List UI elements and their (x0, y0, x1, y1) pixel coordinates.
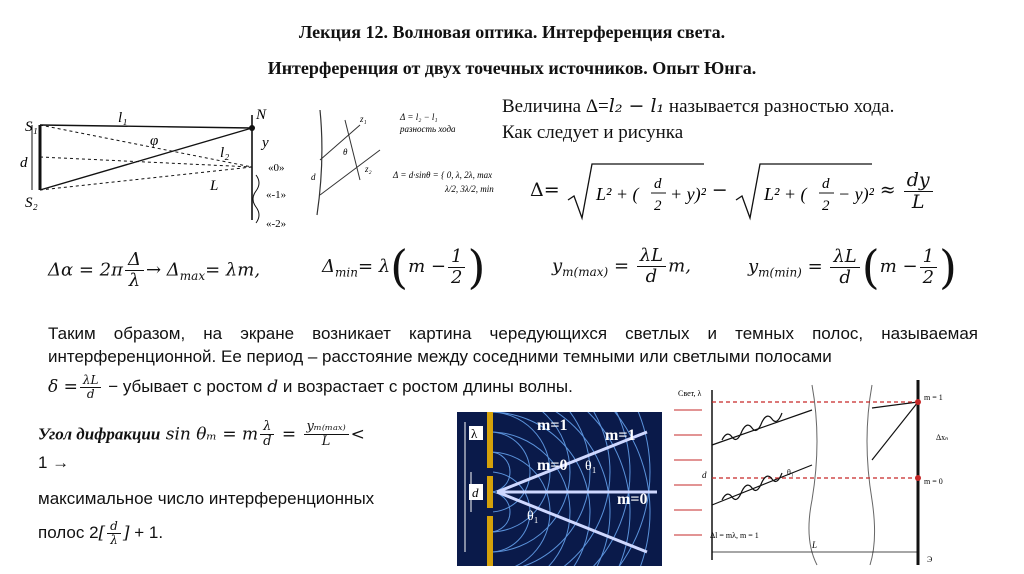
theta1-lower-label: θ₁ (527, 509, 539, 524)
d-sketch-label: d (311, 172, 316, 182)
screen-label: Э (927, 555, 933, 564)
approx-sign: ≈ (879, 179, 896, 201)
l1-label: l₁ (118, 110, 128, 126)
schematic-L-label: L (812, 540, 818, 550)
schematic-dx-label: Δxₙ (936, 433, 949, 442)
ymax-formula: $y_{m(max)}$ = $\frac{\lambda L}{d}$ m, (552, 245, 691, 287)
z1-label: z₁ (360, 114, 367, 124)
sqrt-term-2 (734, 160, 874, 222)
schematic-m1-label: m = 1 (924, 393, 943, 402)
phase-formula: Δα = 2π $\frac{\Delta}{\lambda}$ → $\Delta_{max}= \lambda m$, (48, 249, 261, 291)
slit-d-label: d (472, 485, 479, 500)
svg-text:d: d (821, 176, 830, 192)
diffraction-line4: полос 2[ $\frac{d}{\lambda}$ ] + 1. (38, 518, 164, 547)
order-0-label: «0» (268, 162, 285, 174)
light-label: Свет, λ (678, 389, 702, 398)
ymin-formula: $y_{m(min)}$ = $\frac{\lambda L}{d}$ (m − $\frac{1}{2}$ ) (748, 240, 957, 294)
young-diagram (20, 95, 310, 240)
page-subtitle: Интерференция от двух точечных источников. Опыт Юнга. (267, 58, 757, 78)
order-minus2-label: «-2» (266, 218, 287, 230)
order-minus1-label: «-1» (266, 189, 287, 201)
theta1-upper-label: θ₁ (585, 459, 597, 474)
page-title: Лекция 12. Волновая оптика. Интерференция света. (298, 22, 726, 42)
note-line2: разность хода (400, 124, 456, 134)
schematic-d-label: d (702, 470, 707, 480)
lambda-label: λ (471, 426, 478, 441)
y-label: y (262, 135, 269, 151)
cond-line1: Δ = d·sinθ = { 0, λ, 2λ, max (393, 170, 493, 180)
svg-text:d: d (653, 176, 662, 192)
diffraction-label: Угол дифракции (38, 424, 161, 444)
svg-text:2: 2 (821, 198, 830, 214)
schematic-m0-label: m = 0 (924, 477, 943, 486)
phi-label: φ (150, 133, 159, 149)
wave-interference-picture (457, 412, 662, 566)
diffraction-line2: 1 → (38, 452, 70, 472)
schematic-theta-label: θ₁ (787, 468, 794, 477)
path-difference-sketch (305, 100, 510, 225)
min-condition-formula: $\Delta_{min}= \lambda(m$ − $\frac{1}{2}$ ) (322, 240, 486, 294)
intro-prefix: Величина Δ= (502, 96, 609, 117)
svg-text:L² + (: L² + ( (763, 184, 807, 204)
l2-label: l₂ (220, 145, 230, 161)
path-difference-formula: Δ= L² + ( d 2 + y)² − L² + ( d 2 − y)² ≈ $\frac{dy}{L}$ (530, 160, 935, 222)
intro-line2: Как следует и рисунка (502, 122, 684, 143)
theta-label: θ (343, 147, 348, 157)
m1-right-label: m=1 (605, 427, 636, 444)
s1-label: S₁ (25, 119, 38, 135)
svg-text:2: 2 (653, 198, 662, 214)
schematic-dl-label: Δl = mλ, m = 1 (710, 531, 759, 540)
double-slit-schematic (672, 380, 972, 568)
sqrt-term-1 (566, 160, 706, 222)
d-label: d (20, 155, 28, 171)
m1-left-label: m=1 (537, 417, 568, 434)
L-label: L (210, 178, 219, 194)
intro-block (502, 93, 894, 146)
delta-lhs: Δ= (530, 179, 560, 201)
intro-formula: l₂ − l₁ (608, 95, 665, 117)
diffraction-line3: максимальное число интерференционных (38, 488, 375, 508)
svg-text:L² + (: L² + ( (595, 184, 639, 204)
explanation-paragraph: Таким образом, на экране возникает картина чередующихся светлых и темных полос, называемая интерференционной. Ее период – расстояние между соседними темными или светлыми полосами (48, 324, 978, 366)
z2-label: z₂ (365, 164, 372, 174)
s2-label: S₂ (25, 195, 38, 211)
cond-line2: λ/2, 3λ/2, min (445, 184, 494, 194)
diffraction-block: Угол дифракции sin θₘ = m $\frac{\lambda}{d}$ = $\frac{\text{yₘ₍ₘₐₓ₎}}{L}$ < 1 → максимальное число интерференционных полос 2[ $\frac{d}{\lambda}$ ] + 1. (38, 420, 443, 547)
svg-text:+ y)²: + y)² (669, 184, 706, 204)
note-line1: Δ = l₂ − l₁ (400, 112, 438, 122)
period-line: δ = $\frac{\lambda L}{d}$ − убывает с ростом d и возрастает с ростом длины волны. (48, 373, 573, 402)
m0-right-label: m=0 (617, 491, 648, 508)
intro-suffix: называется разностью хода. (664, 96, 895, 117)
N-label: N (256, 107, 267, 123)
m0-left-label: m=0 (537, 457, 568, 474)
svg-text:− y)²: − y)² (837, 184, 874, 204)
